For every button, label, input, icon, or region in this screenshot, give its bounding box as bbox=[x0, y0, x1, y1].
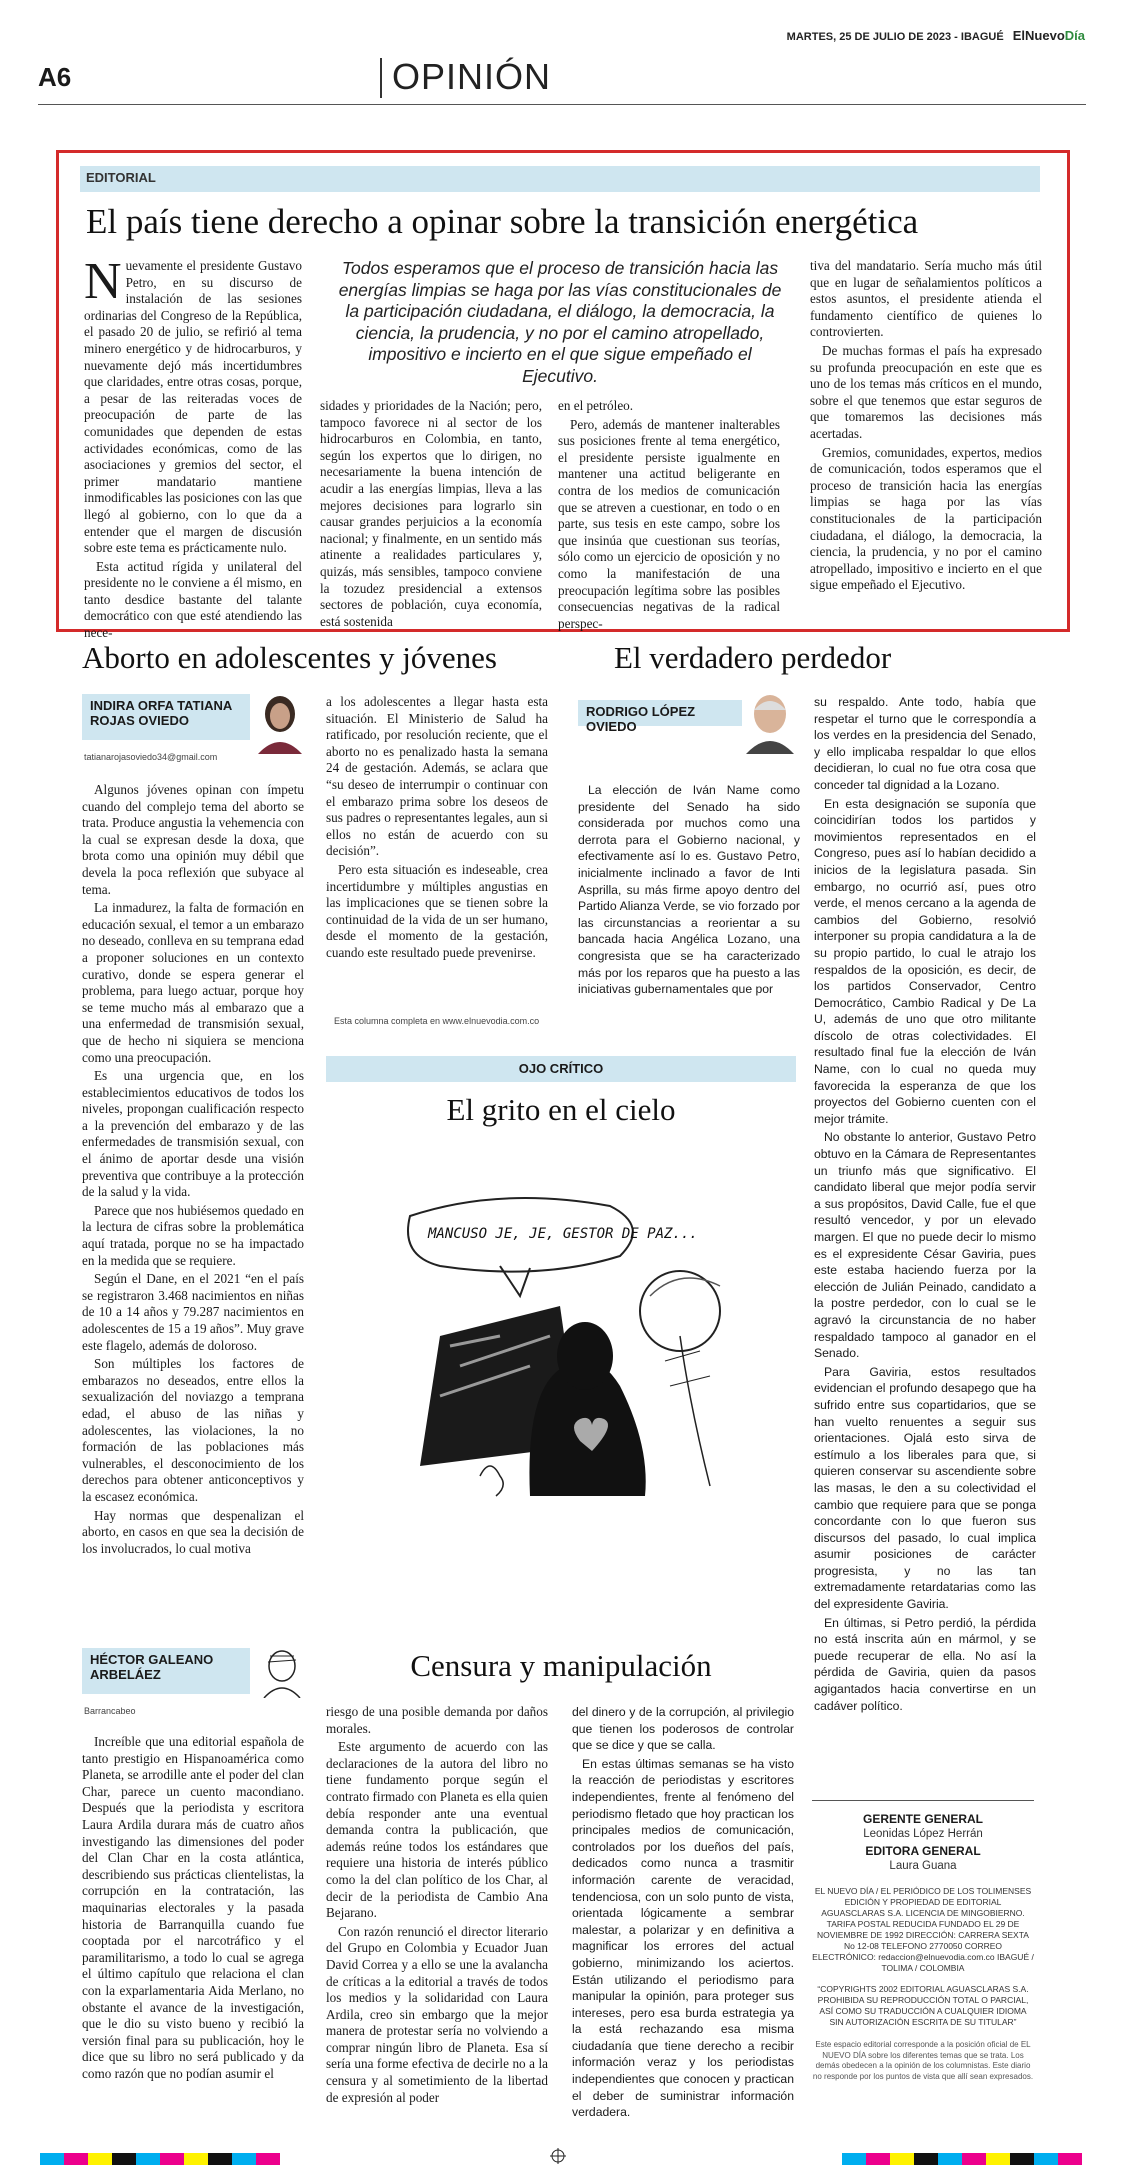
paragraph: Con razón renunció el director literario del Grupo en Colombia y Ecuador Juan David Correa y a ello se une la avalancha de críticas a la editorial a través de todos los medios y la solidaridad con Laura Ardila, creo sin embargo que la mejor manera de protestar sería no volviendo a comprar ningún libro de Planeta. Esa sí sería una forme efectiva de decirle no a la censura y al sometimiento de la libertad de expresión al poder bbox=[326, 1923, 548, 2105]
author-email: tatianarojasoviedo34@gmail.com bbox=[84, 752, 218, 762]
masthead-gerente-label: GERENTE GENERAL bbox=[862, 1812, 983, 1826]
paragraph: Hay normas que despenalizan el aborto, en casos en que sea la decisión de los involucrados, lo cual motiva bbox=[82, 1507, 304, 1556]
paragraph: En esta designación se suponía que coincidirían todos los partidos y movimientos representados en el Congreso, pues así lo habían decidido a inicios de la legislatura pasada. Sin embargo, no ocurrió así, pues otro verde, el menos cercano a la agenda de cambios del Gobierno, resolvió interponer su propia candidatura a la de su propio partido, lo cual le atrajo los respaldos de la oposición, es decir, de los partidos Conservador, Centro Democrático, Cambio Radical y De La U, además de uno que otro militante díscolo de otras colectividades. El resultado final fue la elección de Iván Name, con lo cual no queda muy favorecida la esperanza de que los proyectos del Gobierno cuenten con el mejor trámite. bbox=[814, 796, 1036, 1126]
paragraph: Pero esta situación es indeseable, crea incertidumbre y múltiples angustias en las implicaciones que se tienen sobre la continuidad de la vida de un ser humano, desde el momento de la gestación, cuando este resultado puede prevenirse. bbox=[326, 861, 548, 960]
paragraph: tiva del mandatario. Sería mucho más útil que en lugar de señalamientos políticos a estos asuntos, el presidente atienda el fundamento científico de quienes lo controvierten. bbox=[810, 258, 1042, 340]
aborto-author-bar bbox=[82, 694, 250, 740]
perdedor-col-2 bbox=[814, 694, 1036, 1714]
author-name: HÉCTOR GALEANO ARBELÁEZ bbox=[90, 1652, 214, 1682]
paragraph: Pero, además de mantener inalterables sus posiciones frente al tema energético, el presidente persiste igualmente en mantener una actitud beligerante en contra de los medios de comunicación que se atreven a cuestionar, en todo o en parte, sus tesis en este campo, sobre los que insinúa que cuestionan sus teorías, sólo como un ejercicio de oposición y no como la manifestación de una preocupación legítima sobre las posibles consecuencias negativas de la radical perspec- bbox=[558, 416, 780, 631]
avatar bbox=[254, 690, 306, 754]
column-footnote: Esta columna completa en www.elnuevodia.com.co bbox=[334, 1016, 540, 1026]
masthead-editora-label: EDITORA GENERAL bbox=[865, 1844, 981, 1858]
dateline: MARTES, 25 DE JULIO DE 2023 - IBAGUÉ bbox=[786, 31, 1004, 43]
paragraph: En últimas, si Petro perdió, la pérdida no está inscrita aún en mármol, y se puede recuperar de ella. No así la pérdida de Gaviria, quien da pasos agigantados hacia convertirse en un cadáver político. bbox=[814, 1615, 1036, 1713]
aborto-col-1 bbox=[82, 782, 304, 1557]
paragraph: Este argumento de acuerdo con las declaraciones de la autora del libro no tiene fundamento porque según el contrato firmado con Planeta es ella quien debía responder ante una eventual demanda contra la publicación, que además reúne todos los estándares que requiere una historia de interés público como la del clan político de los Char, al decir de la periodista de Cambio Ana Bejarano. bbox=[326, 1739, 548, 1921]
paragraph: La elección de Iván Name como presidente del Senado ha sido considerada por muchos como una derrota para el Gobierno nacional, y efectivamente así lo es. Gustavo Petro, inicialmente inclinado a favor de Inti Asprilla, su más firme apoyo dentro del Partido Alianza Verde, se vio forzado por las circunstancias a reorientar a su bancada hacia Angélica Lozano, una congresista que se ha caracterizado más por los reparos que ha puesto a las iniciativas gubernamentales que por bbox=[578, 783, 800, 997]
author-location: Barrancabeo bbox=[84, 1706, 136, 1716]
cartoon bbox=[380, 1186, 760, 1516]
paragraph: sidades y prioridades de la Nación; pero, tampoco favorece ni al sector de los hidrocarburos en Colombia, en tanto, según los expertos que lo dirigen, no necesariamente la buena intención de acudir a las energías limpias, lleva a las mejores decisiones para lograrlo sin causar grandes perjuicios a la economía nacional; y finalmente, en un sentido más atinente a realidades particulares y, quizás, más sensibles, tampoco conviene la tozudez presidencial a extensos sectores de población, cuya economía, está sostenida bbox=[320, 398, 542, 629]
paragraph: en el petróleo. bbox=[558, 398, 634, 413]
aborto-col-2 bbox=[326, 694, 548, 962]
ojo-label: OJO CRÍTICO bbox=[326, 1056, 796, 1082]
censura-col-1 bbox=[82, 1734, 304, 2082]
avatar bbox=[256, 1644, 308, 1698]
masthead-info: EL NUEVO DÍA / EL PERIÓDICO DE LOS TOLIMENSES EDICIÓN Y PROPIEDAD DE EDITORIAL AGUASCLARAS S.A. LICENCIA DE MINGOBIERNO. TARIFA POSTAL REDUCIDA FUNDADO EL 29 DE NOVIEMBRE DE 1992 DIRECCIÓN: CARRERA SEXTA No 12-08 TELEFONO 2770050 CORREO ELECTRÓNICO: redaccion@elnuevodia.com.co IBAGUÉ / TOLIMA / COLOMBIA bbox=[812, 1886, 1034, 1973]
editorial-pullquote: Todos esperamos que el proceso de transición hacia las energías limpias se haga por las vías constitucionales de la participación ciudadana, el diálogo, la democracia, la ciencia, la prudencia, y no por el camino atropellado, impositivo e incierto en el que sigue empeñado el Ejecutivo. bbox=[338, 258, 782, 386]
paragraph: del dinero y de la corrupción, al privilegio que tienen los poderosos de controlar que se dice y que se calla. bbox=[572, 1705, 794, 1753]
censura-title: Censura y manipulación bbox=[410, 1648, 712, 1683]
masthead-copyright: “COPYRIGHTS 2002 EDITORIAL AGUASCLARAS S.A. PROHIBIDA SU REPRODUCCIÓN TOTAL O PARCIAL, ASÍ COMO SU TRADUCCIÓN A CUALQUIER IDIOMA SIN AUTORIZACIÓN ESCRITA DE SU TITULAR” bbox=[817, 1984, 1029, 2027]
avatar bbox=[742, 688, 798, 754]
print-color-bar-left bbox=[40, 2150, 280, 2169]
censura-col-3 bbox=[572, 1704, 794, 2121]
paragraph: a los adolescentes a llegar hasta esta situación. El Ministerio de Salud ha ratificado, por resolución reciente, que el aborto no es penalizado hasta la semana 24 de gestación. Además, se aclara que “su deseo de interrumpir o continuar con el embarazo prima sobre los deseos de sus padres o representantes legales, aun si ellos no están de acuerdo con su decisión”. bbox=[326, 694, 548, 859]
paragraph: Parece que nos hubiésemos quedado en la lectura de cifras sobre la problemática aquí tratada, porque no se ha impactado en la medida que se requiere. bbox=[82, 1202, 304, 1268]
author-name: RODRIGO LÓPEZ OVIEDO bbox=[586, 704, 696, 734]
perdedor-author-bar bbox=[578, 700, 756, 734]
masthead-rule bbox=[812, 1800, 1034, 1801]
author-name: INDIRA ORFA TATIANA ROJAS OVIEDO bbox=[90, 698, 232, 728]
paragraph: Para Gaviria, estos resultados evidencian el profundo desapego que ha sufrido entre sus copartidarios, que se han vuelto renuentes a seguir sus orientaciones. Ojalá esto sirva de estímulo a los liberales para que, si quieren conservar su ascendiente sobre las masas, le den a su colectividad el cambio que requiere para que se ponga concordante con lo que fueron sus discursos del pasado, lo cual implica asumir posiciones de carácter progresista, y no las tan extremadamente retardatarias como las del expresidente Gaviria. bbox=[814, 1364, 1036, 1612]
section-title: OPINIÓN bbox=[392, 56, 552, 97]
paragraph: uevamente el presidente Gustavo Petro, en su discurso de instalación de las sesiones ordinarias del Congreso de la República, el pasado 20 de julio, se refirió al tema minero energético y de hidrocarburos, y nuevamente dejó más incertidumbres que claridades, entre otras cosas, porque, a pesar de las reiteradas voces de preocupación de parte de las comunidades que dependen de estas actividades económicas, como de las asociaciones y gremios del sector, el primer mandatario mantiene inmodificables las posiciones con las que llegó al gobierno, con lo que da a entender que el margen de discusión sobre este tema es prácticamente nulo. bbox=[84, 258, 302, 556]
paragraph: Es una urgencia que, en los establecimientos educativos de todos los niveles, propongan cualificación respecto a la prevención del embarazo y de las enfermedades de transmisión sexual, con el ánimo de aportar desde una visión preventiva que contribuye a la protección de la salud y la vida. bbox=[82, 1068, 304, 1200]
censura-col-2 bbox=[326, 1704, 548, 2106]
brand-logo: ElNuevoDía bbox=[1012, 28, 1085, 43]
ojo-title: El grito en el cielo bbox=[446, 1092, 676, 1127]
paragraph: No obstante lo anterior, Gustavo Petro obtuvo en la Cámara de Representantes un triunfo más que significativo. El candidato liberal que mejor podía servir a sus propósitos, David Calle, fue el que resultó vencedor, y por un elevado margen. El que no puede decir lo mismo es el expresidente César Gaviria, pues este estaba haciendo fuerza por la elección de Julián Peinado, candidato a la postre perdedor, con lo cual se le agravó la circunstancia de no haber respaldado tampoco al ganador en el Senado. bbox=[814, 1130, 1036, 1361]
header-rule bbox=[38, 104, 1086, 105]
paragraph: su respaldo. Ante todo, había que respetar el turno que le correspondía a los verdes en la presidencia del Senado, y ello implicaba respaldar lo que ellos decidieran, lo cual no fue otra cosa que conceder tal dignidad a la Lozano. bbox=[814, 695, 1036, 792]
masthead bbox=[812, 1812, 1034, 2082]
editorial-col-3 bbox=[558, 398, 780, 632]
paragraph: Increíble que una editorial española de tanto prestigio en Hispanoamérica como Planeta, se arrodille ante el poder del clan Char, parece un cuento macondiano. Después que la periodista y escritora Laura Ardila durara más de cuatro años investigando las dimensiones del poder del Clan Char en la costa atlántica, describiendo sus prácticas clientelistas, la corrupción en la contratación, las maquinarias electorales y la pasada historia de Barranquilla cuando fue cooptada por el narcotráfico y el paramilitarismo, a todo lo cual se agrega el último capítulo que relaciona el clan con la exparlamentaria Aida Merlano, no obstante el avance de la investigación, que le dio su visto bueno y recibió la versión final para su publicación, hoy le dice que su libro no será publicado y da como razón que no podían asumir el bbox=[82, 1734, 304, 2081]
paragraph: riesgo de una posible demanda por daños morales. bbox=[326, 1704, 548, 1736]
perdedor-title: El verdadero perdedor bbox=[614, 640, 892, 675]
cartoon-caption: MANCUSO JE, JE, GESTOR DE PAZ... bbox=[428, 1226, 698, 1242]
perdedor-col-1 bbox=[578, 782, 800, 998]
editorial-col-1 bbox=[84, 253, 302, 642]
paragraph: Son múltiples los factores de embarazos no deseados, entre ellos la sexualización del noviazgo a temprana edad, el abuso de las niñas y adolescentes, las violaciones, la no formación de las poblaciones más vulnerables, el desconocimiento de los derechos para obtener anticonceptivos y la escasez económica. bbox=[82, 1356, 304, 1504]
paragraph: Gremios, comunidades, expertos, medios de comunicación, todos esperamos que el proceso de transición hacia las energías limpias se haga por las vías constitucionales de la participación ciudadana, el diálogo, la democracia, la ciencia, la prudencia, y no por el camino atropellado, impositivo e incierto en el que sigue empeñado el Ejecutivo. bbox=[810, 444, 1042, 593]
editorial-col-2 bbox=[320, 398, 542, 630]
registration-mark-icon bbox=[550, 2148, 566, 2164]
paragraph: La inmadurez, la falta de formación en educación sexual, el temor a un embarazo no deseado, conlleva en su temprana edad a proponer soluciones en un contexto curativo, donde se espera generar el problema, para luego actuar, porque hoy se teme mucho más al embarazo que a una enfermedad de transmisión sexual, que de hecho ni siquiera se menciona como una preocupación. bbox=[82, 900, 304, 1065]
paragraph: Algunos jóvenes opinan con ímpetu cuando del complejo tema del aborto se trata. Produce angustia la vehemencia con la cual se expresan desde la doxa, que brota como una opinión muy débil que devela la poca reflexión que subyace al tema. bbox=[82, 782, 304, 897]
paragraph: Esta actitud rígida y unilateral del presidente no le conviene a él mismo, en tanto desdice bastante del talante democrático con que esté atendiendo las nece- bbox=[84, 558, 302, 641]
aborto-title: Aborto en adolescentes y jóvenes bbox=[82, 640, 497, 675]
paragraph: En estas últimas semanas se ha visto la reacción de periodistas y escritores independientes, frente al fenómeno del periodismo fletado que hoy practican los principales medios de comunicación, controlados por los dueños del país, dedicados como nunca a trasmitir información carente de veracidad, tendenciosa, con un solo punto de vista, orientada lógicamente a sembrar malestar, a polarizar y en definitiva a magnificar los errores del actual gobierno, minimizando los aciertos. Están utilizando el periodismo para manipular la opinión, para proteger sus intereses, pero esa burda estrategia ya la está rechazando esa misma ciudadanía que tiene derecho a recibir información veraz y los periodistas independientes que conocen y practican el deber de suministrar información verdadera. bbox=[572, 1756, 794, 2120]
editorial-title: El país tiene derecho a opinar sobre la transición energética bbox=[86, 202, 919, 241]
header-divider bbox=[380, 58, 382, 98]
censura-author-bar bbox=[82, 1648, 250, 1694]
dateline-bar bbox=[720, 28, 1085, 48]
masthead-gerente-name: Leonidas López Herrán bbox=[863, 1828, 983, 1840]
editorial-col-4 bbox=[810, 258, 1042, 594]
drop-cap: N bbox=[84, 253, 122, 310]
masthead-editora-name: Laura Guana bbox=[889, 1860, 957, 1872]
paragraph: Según el Dane, en el 2021 “en el país se registraron 3.468 nacimientos en niñas de 10 a 14 años y 79.287 nacimientos en adolescentes de 15 a 19 años”. Muy grave este flagelo, además de doloroso. bbox=[82, 1271, 304, 1353]
paragraph: De muchas formas el país ha expresado su profunda preocupación en este que es uno de los temas más críticos en el mundo, sobre el que tenemos que estar seguros de que tomaremos las decisiones más acertadas. bbox=[810, 342, 1042, 441]
masthead-disclaimer: Este espacio editorial corresponde a la posición oficial de EL NUEVO DÍA sobre los diferentes temas que se trata. Los demás obedecen a la opinión de los columnistas. Este diario no responde por los puntos de vista que allí sean expresados. bbox=[812, 2040, 1034, 2081]
print-color-bar-right bbox=[842, 2150, 1082, 2169]
editorial-label: EDITORIAL bbox=[80, 166, 1040, 192]
page-number: A6 bbox=[38, 62, 72, 92]
